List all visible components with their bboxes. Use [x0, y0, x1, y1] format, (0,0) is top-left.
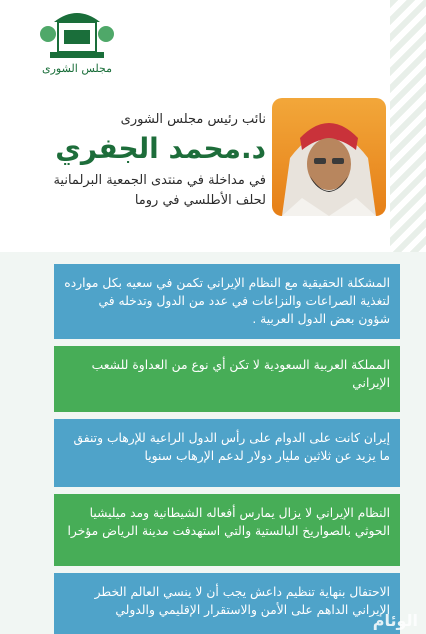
speaker-role: نائب رئيس مجلس الشورى — [120, 112, 266, 127]
logo-text: مجلس الشورى — [42, 62, 112, 75]
decorative-stripes — [390, 0, 426, 252]
header-area — [0, 0, 426, 252]
portrait-photo — [272, 98, 386, 216]
event-line-2: لحلف الأطلسي في روما — [134, 193, 266, 208]
point-box-1: المشكلة الحقيقية مع النظام الإيراني تكمن في سعيه بكل موارده لتغذية الصراعات والنزاعات في عدد من الدول وتدخله في شؤون بعض الدول العربية . — [54, 264, 400, 339]
shura-logo — [36, 8, 118, 86]
watermark-logo: الوئام — [372, 611, 418, 630]
point-box-3: إيران كانت على الدوام على رأس الدول الراعية للإرهاب وتنفق ما يزيد عن ثلاثين مليار دولار لدعم الإرهاب سنويا — [54, 419, 400, 487]
point-box-2: المملكة العربية السعودية لا تكن أي نوع من العداوة للشعب الإيراني — [54, 346, 400, 412]
point-box-5: الاحتفال بنهاية تنظيم داعش يجب أن لا ينسي العالم الخطر الإيراني الداهم على الأمن والاستقرار الإقليمي والدولي — [54, 573, 400, 634]
speaker-name: د.محمد الجفري — [55, 132, 266, 165]
logo-emblem-icon — [36, 8, 118, 64]
event-line-1: في مداخلة في منتدى الجمعية البرلمانية — [53, 173, 266, 188]
speaker-info — [16, 112, 266, 211]
point-box-4: النظام الإيراني لا يزال يمارس أفعاله الشيطانية ومد ميليشيا الحوثي بالصواريخ البالستية والتي استهدفت مدينة الرياض مؤخرا — [54, 494, 400, 566]
person-photo-icon — [272, 98, 386, 216]
